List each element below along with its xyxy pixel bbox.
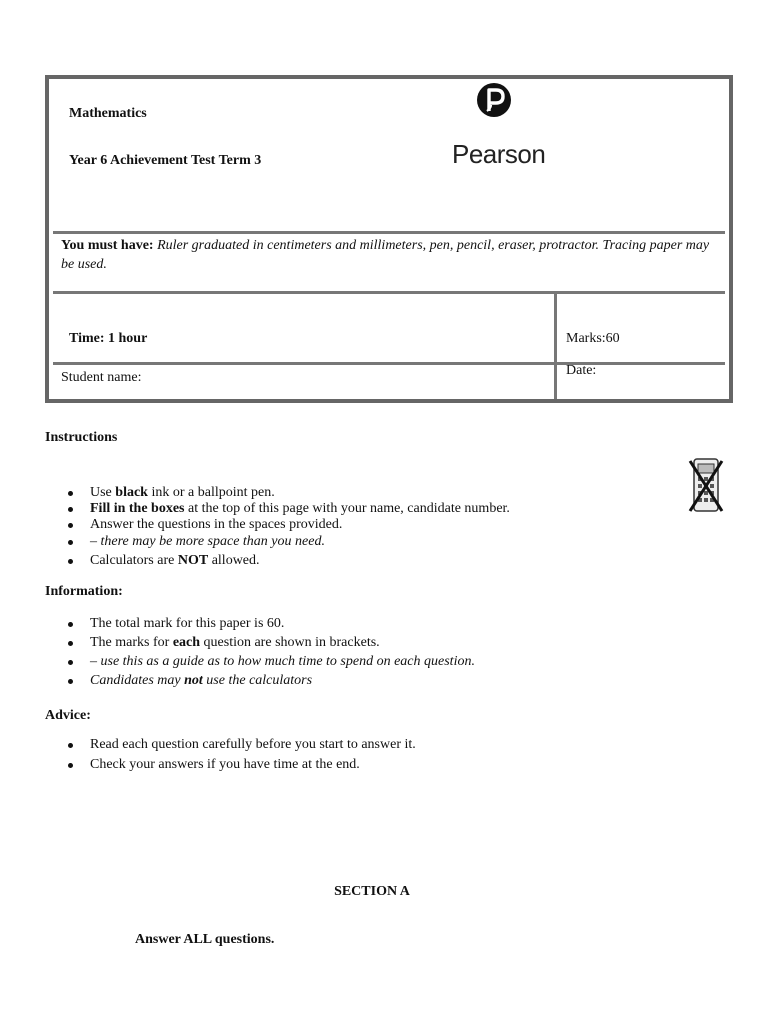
publisher-logo-text: Pearson	[452, 139, 546, 169]
divider	[53, 362, 725, 365]
list-item: – use this as a guide as to how much time to spend on each question.	[45, 654, 475, 670]
divider	[554, 293, 557, 399]
list-item: Check your answers if you have time at the end.	[45, 757, 416, 773]
list-item: – there may be more space than you need.	[45, 534, 510, 550]
list-item: Calculators are NOT allowed.	[45, 553, 510, 569]
advice-list	[45, 737, 416, 773]
list-item: Answer the questions in the spaces provided.	[45, 517, 510, 533]
divider	[53, 291, 725, 294]
requirements-label: You must have:	[61, 238, 154, 253]
test-name: Year 6 Achievement Test Term 3	[69, 153, 262, 168]
cover-box	[45, 75, 733, 403]
information-list	[45, 616, 475, 689]
time-label: Time: 1 hour	[69, 331, 148, 346]
list-item: Candidates may not use the calculators	[45, 673, 475, 689]
subject-title: Mathematics	[69, 106, 147, 121]
list-item: The total mark for this paper is 60.	[45, 616, 475, 632]
list-item: Use black ink or a ballpoint pen.	[45, 485, 510, 501]
date-field[interactable]: Date:	[566, 363, 597, 378]
marks-label: Marks:60	[566, 331, 620, 346]
instructions-list	[45, 485, 510, 569]
advice-heading: Advice:	[45, 708, 91, 723]
list-item: Read each question carefully before you start to answer it.	[45, 737, 416, 753]
section-title: SECTION A	[334, 884, 410, 899]
requirements-text	[61, 236, 721, 274]
divider	[53, 231, 725, 234]
list-item: Fill in the boxes at the top of this page with your name, candidate number.	[45, 501, 510, 517]
section-subtitle: Answer ALL questions.	[135, 932, 275, 947]
instructions-heading: Instructions	[45, 430, 118, 445]
requirements-list: Ruler graduated in centimeters and millimeters, pen, pencil, eraser, protractor. Tracing paper may be used.	[61, 238, 710, 272]
no-calculator-icon	[688, 455, 724, 515]
information-heading: Information:	[45, 584, 123, 599]
student-name-field[interactable]: Student name:	[61, 370, 142, 385]
pearson-p-logo-icon	[476, 81, 512, 119]
list-item: The marks for each question are shown in brackets.	[45, 635, 475, 651]
